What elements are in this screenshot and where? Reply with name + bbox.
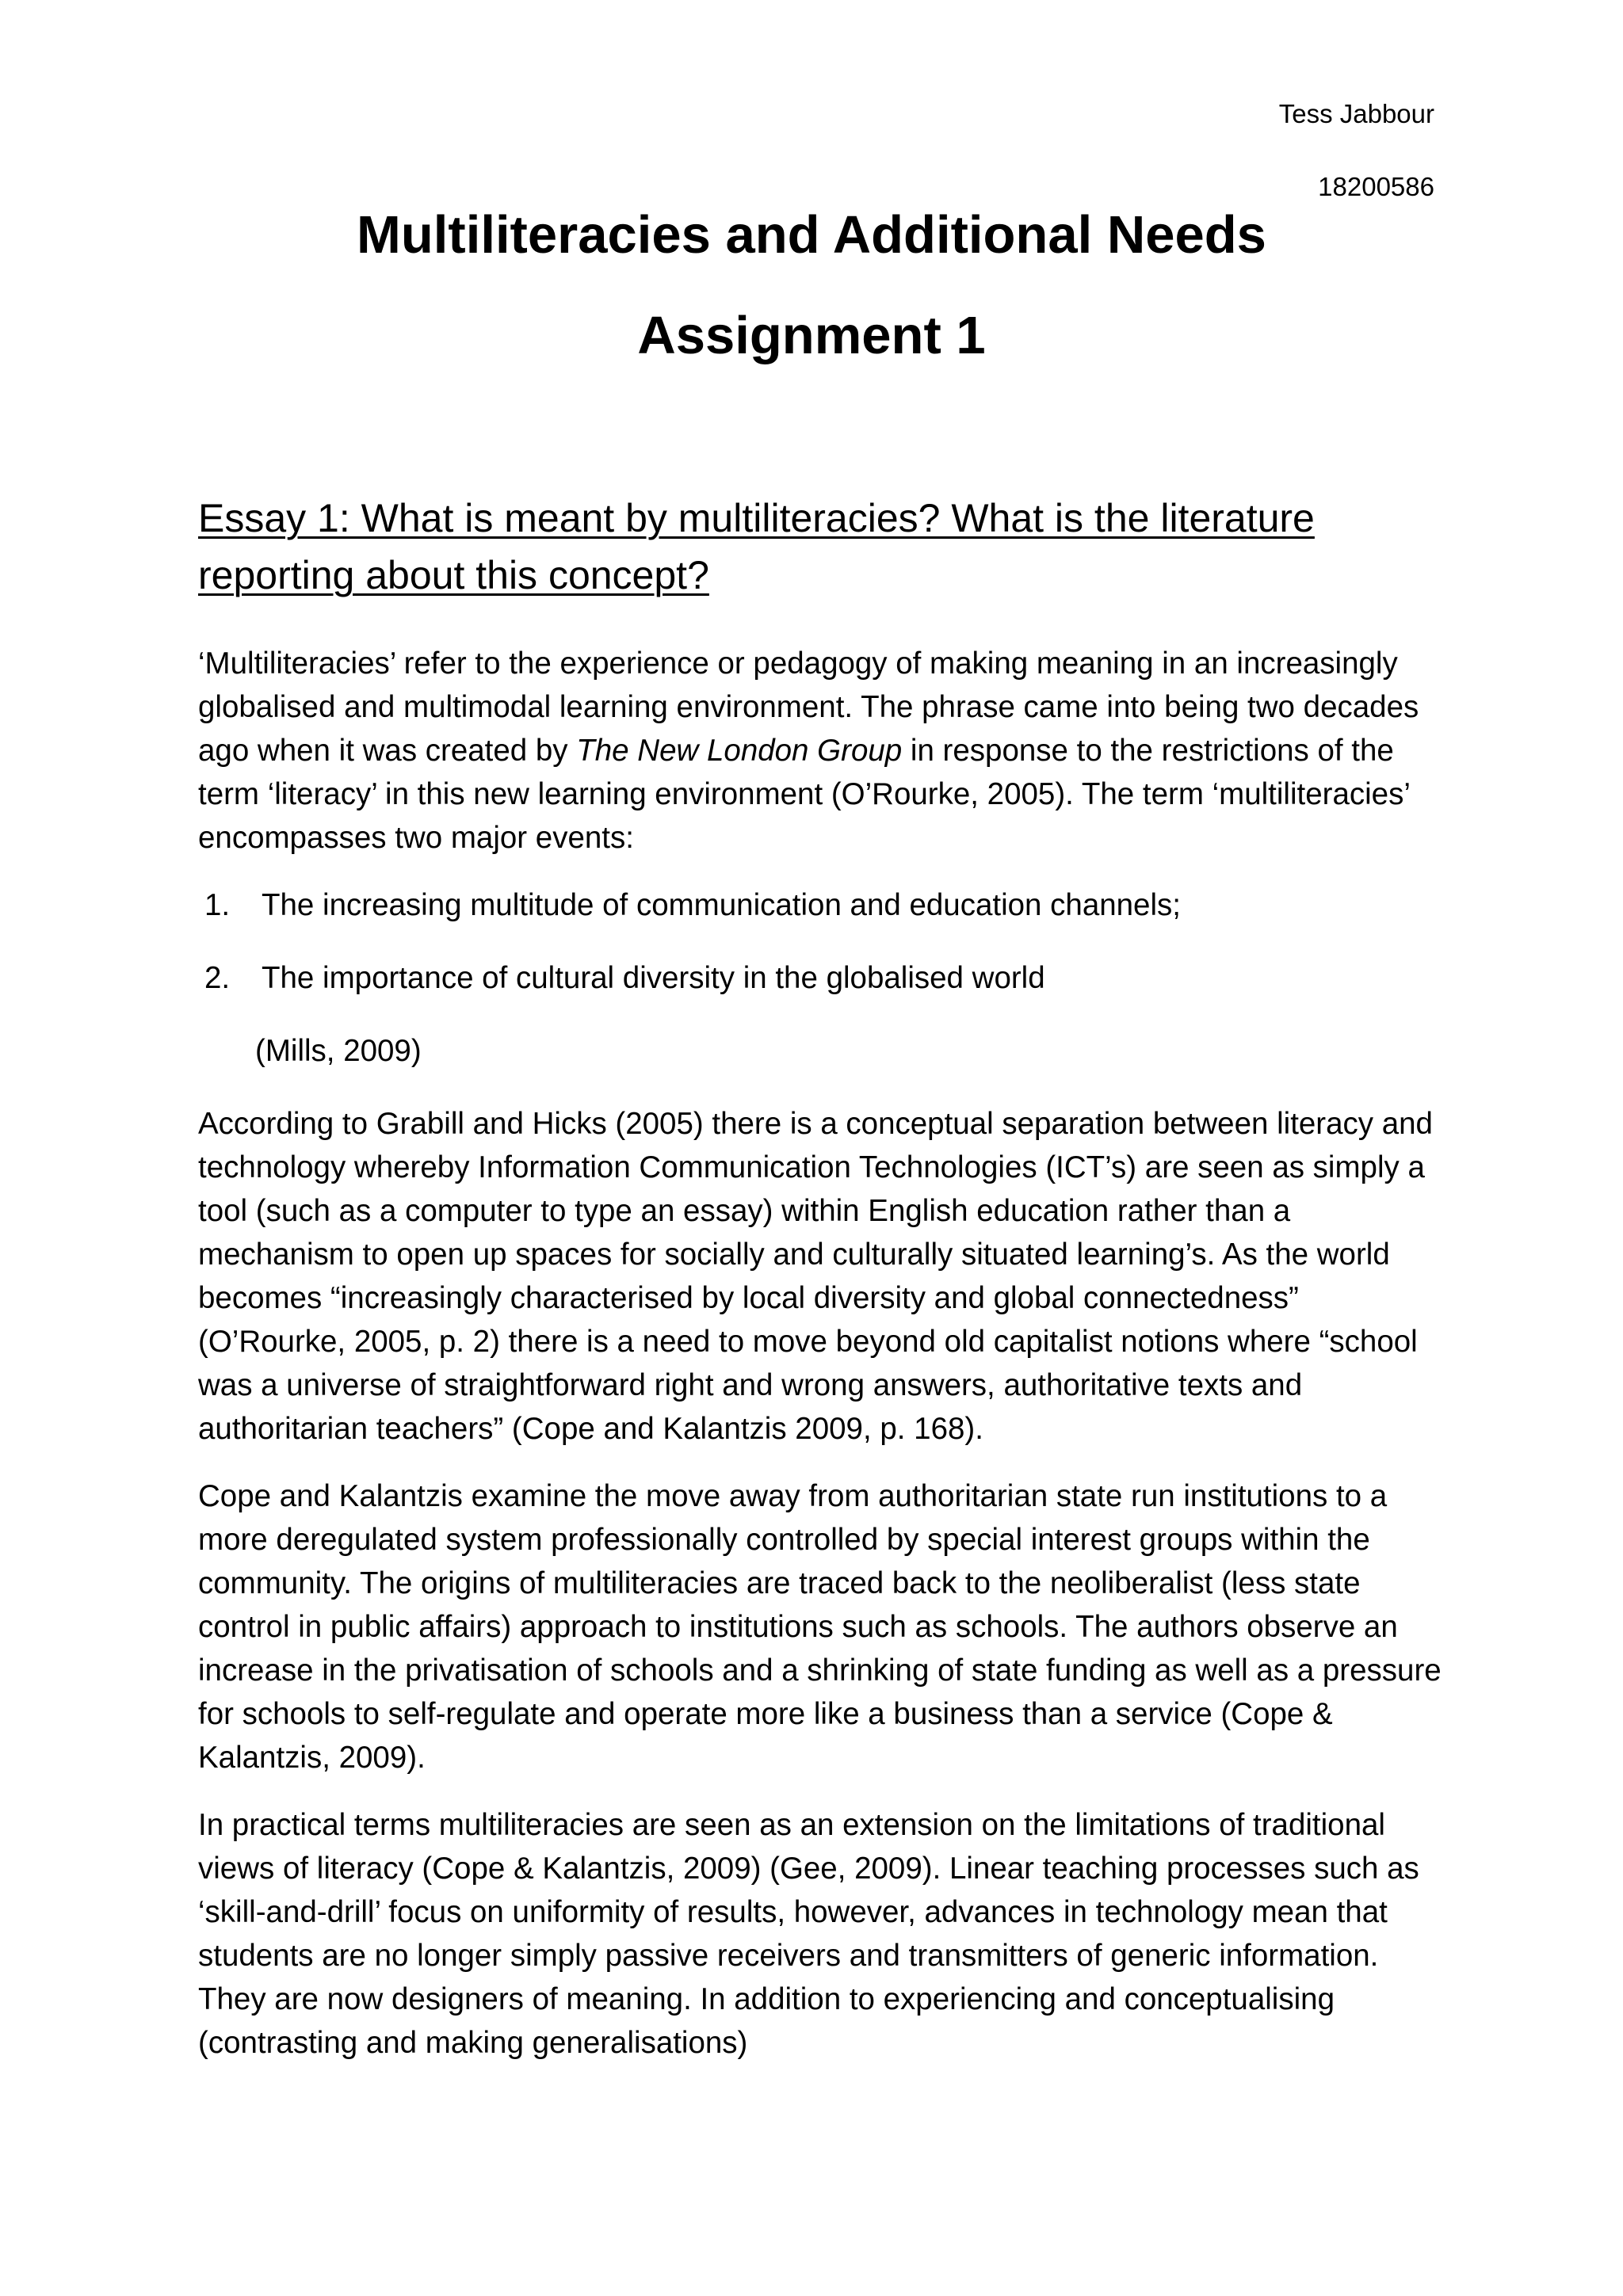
list-item-number: 1. — [204, 888, 231, 922]
document-subtitle: Assignment 1 — [637, 306, 986, 365]
essay-heading: Essay 1: What is meant by multiliteracies? What is the literature reporting about this concept? — [198, 496, 1315, 597]
paragraph-1 — [198, 642, 1450, 860]
paragraph-1-text-b: in response to the restrictions of the term ‘literacy’ in this new learning environment (O’Rourke, 2005). The term ‘multiliteracies’ encompasses two major events: — [198, 734, 1410, 855]
list-item-text: The increasing multitude of communication and education channels; — [262, 888, 1181, 922]
paragraph-3: Cope and Kalantzis examine the move away from authoritarian state run institutions to a more deregulated system professionally controlled by special interest groups within the community. The origins of multiliteracies are traced back to the neoliberalist (less state control in public affairs) approach to institutions such as schools. The authors observe an increase in the privatisation of schools and a shrinking of state funding as well as a pressure for schools to self-regulate and operate more like a business than a service (Cope & Kalantzis, 2009). — [198, 1479, 1442, 1775]
essay-body — [198, 490, 1450, 2088]
list-item-number: 2. — [204, 961, 231, 995]
list-citation: (Mills, 2009) — [255, 1034, 422, 1068]
student-id: 18200586 — [1318, 172, 1434, 201]
list-item — [198, 883, 1450, 927]
paragraph-2: According to Grabill and Hicks (2005) there is a conceptual separation between literacy and technology whereby Information Communication Technologies (ICT’s) are seen as simply a tool (such as a computer to type an essay) within English education rather than a mechanism to open up spaces for socially and culturally situated learning’s. As the world becomes “increasingly characterised by local diversity and global connectedness” (O’Rourke, 2005, p. 2) there is a need to move beyond old capitalist notions where “school was a universe of straightforward right and wrong answers, authoritative texts and authoritarian teachers” (Cope and Kalantzis 2009, p. 168). — [198, 1107, 1433, 1446]
list-item — [198, 956, 1450, 1000]
author-name: Tess Jabbour — [1278, 99, 1434, 128]
paragraph-1-text-a: ‘Multiliteracies’ refer to the experience or pedagogy of making meaning in an increasingly globalised and multimodal learning environment. The phrase came into being two decades ago when it was created by — [198, 646, 1419, 768]
paragraph-1-italic: The New London Group — [576, 734, 903, 768]
events-list — [198, 883, 1450, 1000]
document-title: Multiliteracies and Additional Needs — [357, 205, 1266, 265]
list-item-text: The importance of cultural diversity in the globalised world — [262, 961, 1045, 995]
paragraph-4: In practical terms multiliteracies are seen as an extension on the limitations of traditional views of literacy (Cope & Kalantzis, 2009) (Gee, 2009). Linear teaching processes such as ‘skill-and-drill’ focus on uniformity of results, however, advances in technology mean that students are no longer simply passive receivers and transmitters of generic information. They are now designers of meaning. In addition to experiencing and conceptualising (contrasting and making generalisations) — [198, 1808, 1419, 2060]
